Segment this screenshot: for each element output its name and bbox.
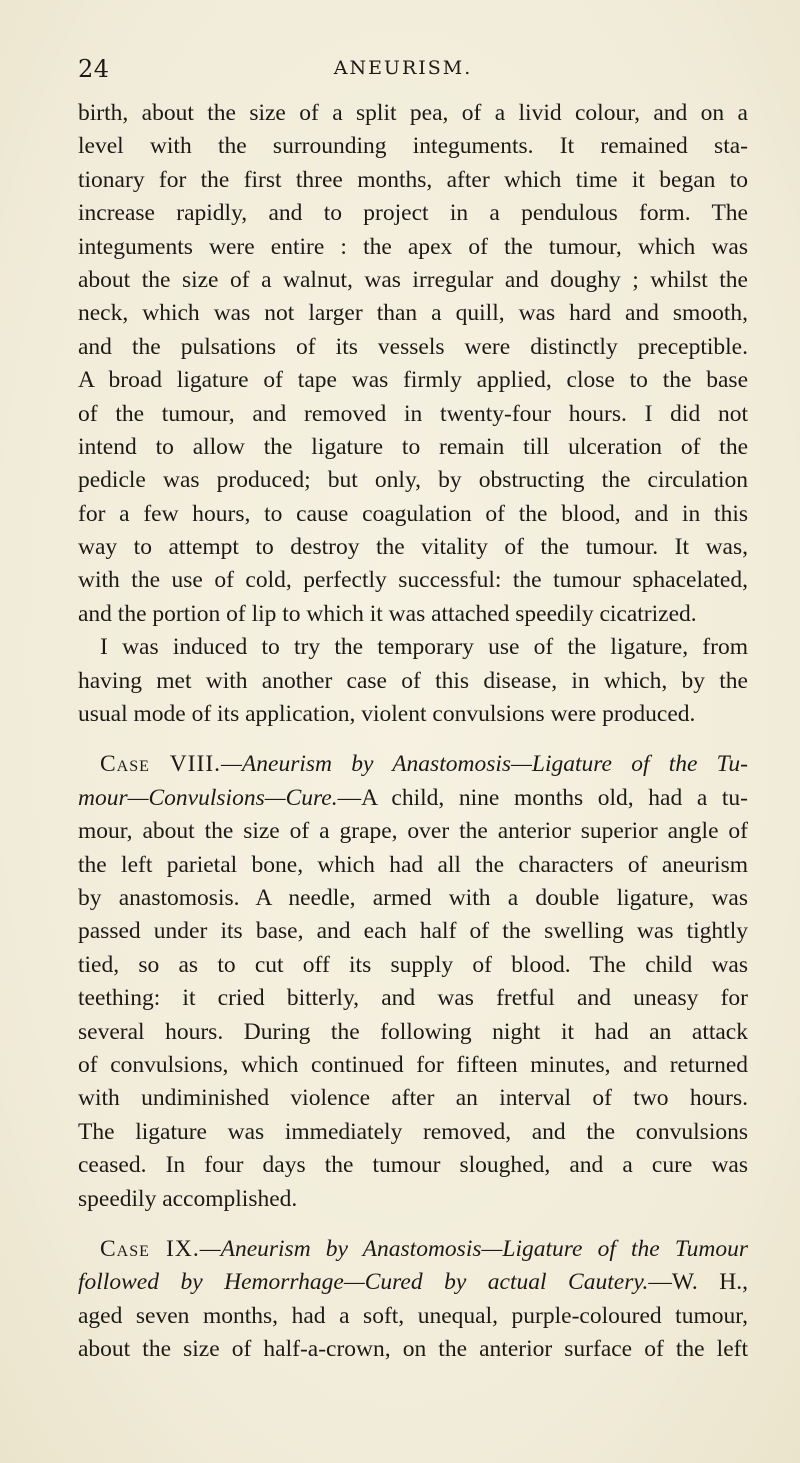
- text-line: for a few hours, to cause coagulation of the blood, and in this: [78, 500, 748, 527]
- text-line: tionary for the first three months, after which time it began to: [78, 166, 748, 193]
- case-title: —Aneurism by Anastomosis—Ligature of the Tumour: [199, 1235, 748, 1262]
- text-line: having met with another case of this disease, in which, by the: [78, 667, 748, 694]
- case-title: mour—Convulsions—Cure.: [78, 784, 338, 811]
- text-line: usual mode of its application, violent convulsions were produced.: [78, 701, 696, 728]
- text-line: with undiminished violence after an interval of two hours.: [78, 1085, 748, 1112]
- text-line: pedicle was produced; but only, by obstructing the circulation: [78, 467, 748, 494]
- text-line: aged seven months, had a soft, unequal, purple-coloured tumour,: [78, 1302, 748, 1329]
- text-line: birth, about the size of a split pea, of a livid colour, and on a: [78, 100, 748, 126]
- case-heading-line: [78, 1266, 748, 1299]
- running-title: ANEURISM.: [333, 57, 473, 79]
- text-line: way to attempt to destroy the vitality of the tumour. It was,: [78, 534, 748, 561]
- body-text: [78, 97, 748, 1366]
- case-heading-line: [78, 782, 748, 815]
- page-number: 24: [78, 55, 110, 83]
- text-line: teething: it cried bitterly, and was fretful and uneasy for: [78, 985, 748, 1012]
- text-line: of the tumour, and removed in twenty-four hours. I did not: [78, 400, 748, 427]
- text-line: integuments were entire : the apex of the tumour, which was: [78, 233, 748, 260]
- text-line: ceased. In four days the tumour sloughed, and a cure was: [78, 1152, 748, 1179]
- text-line: I was induced to try the temporary use of the ligature, from: [100, 634, 748, 661]
- text-line: about the size of a walnut, was irregular and doughy ; whilst the: [78, 266, 748, 293]
- text-fragment: —A child, nine months old, had a tu-: [337, 784, 748, 811]
- paragraph-1: [78, 97, 748, 631]
- text-line: A broad ligature of tape was firmly applied, close to the base: [78, 367, 748, 394]
- text-line: and the portion of lip to which it was attached speedily cicatrized.: [78, 600, 697, 627]
- text-line: tied, so as to cut off its supply of blood. The child was: [78, 951, 748, 978]
- case-title: —Aneurism by Anastomosis—Ligature of the Tu-: [221, 751, 748, 778]
- text-line: passed under its base, and each half of the swelling was tightly: [78, 918, 748, 945]
- text-line: with the use of cold, perfectly successful: the tumour sphacelated,: [78, 567, 748, 594]
- case-label: Case IX.: [100, 1235, 200, 1262]
- text-line: the left parietal bone, which had all the characters of aneurism: [78, 851, 748, 878]
- page-header: [78, 55, 718, 85]
- text-line: intend to allow the ligature to remain till ulceration of the: [78, 433, 748, 460]
- text-line: of convulsions, which continued for fifteen minutes, and returned: [78, 1051, 748, 1078]
- text-fragment: —W. H.,: [648, 1269, 748, 1296]
- case-title: followed by Hemorrhage—Cured by actual Cautery.: [78, 1269, 649, 1296]
- case-8-paragraph: [78, 748, 748, 1215]
- case-heading-line: [78, 1233, 748, 1266]
- text-line: neck, which was not larger than a quill, was hard and smooth,: [78, 300, 748, 327]
- text-line: and the pulsations of its vessels were distinctly preceptible.: [78, 333, 748, 360]
- text-line: The ligature was immediately removed, and the convulsions: [78, 1118, 748, 1145]
- text-line: mour, about the size of a grape, over the anterior superior angle of: [78, 818, 748, 845]
- case-heading-line: [78, 748, 748, 781]
- text-line: about the size of half-a-crown, on the anterior surface of the left: [78, 1336, 748, 1363]
- case-9-paragraph: [78, 1233, 748, 1367]
- text-line: speedily accomplished.: [78, 1185, 298, 1212]
- text-line: by anastomosis. A needle, armed with a double ligature, was: [78, 884, 748, 911]
- paragraph-2: [78, 631, 748, 731]
- case-label: Case VIII.: [100, 751, 222, 778]
- text-line: several hours. During the following night it had an attack: [78, 1018, 748, 1045]
- text-line: increase rapidly, and to project in a pendulous form. The: [78, 200, 748, 227]
- text-line: level with the surrounding integuments. It remained sta-: [78, 133, 748, 160]
